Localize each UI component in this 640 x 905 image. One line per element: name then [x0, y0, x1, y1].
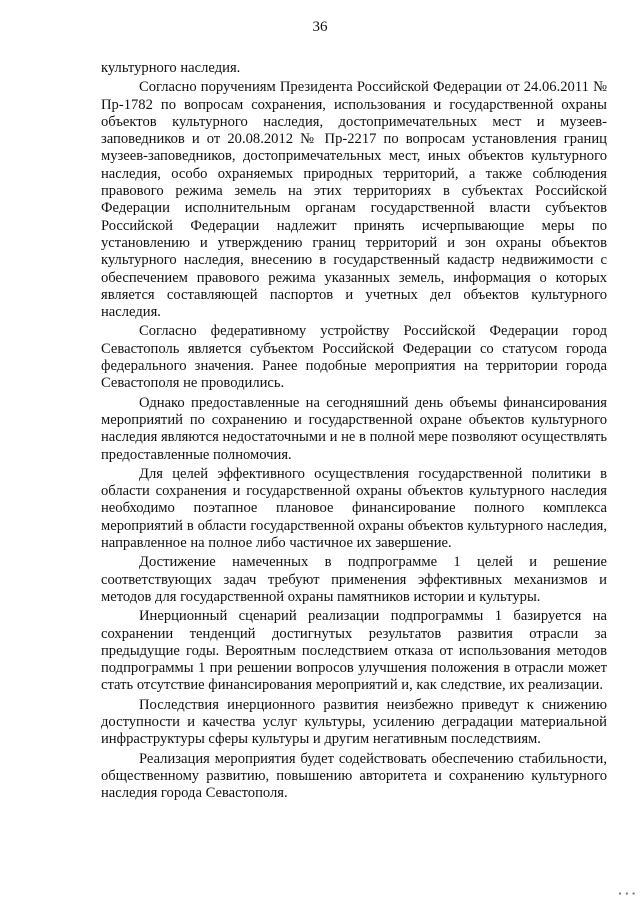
paragraph-inertial-consequences: Последствия инерционного развития неизбежно приведут к снижению доступности и качества услуг культуры, усилению деградации материальной инфраструктуры сферы культуры и другим негативным последствиям.: [101, 696, 607, 748]
paragraph-subprogram-goals: Достижение намеченных в подпрограмме 1 целей и решение соответствующих задач требуют применения эффективных механизмов и методов для государственной охраны памятников истории и культуры.: [101, 554, 607, 605]
paragraph-continuation: культурного наследия.: [101, 60, 241, 76]
scan-edge-mark: ▪ ▪ ▪: [618, 889, 636, 898]
document-body: [101, 60, 607, 802]
paragraph-funding-volumes: Однако предоставленные на сегодняшний день объемы финансирования мероприятий по сохранению и государственной охране объектов культурного наследия являются недостаточными и не в полной мере позволяют осуществлять предоставленные полномочия.: [101, 394, 607, 463]
paragraph-policy-goals: Для целей эффективного осуществления государственной политики в области сохранения и государственной охраны объектов культурного наследия необходимо поэтапное плановое финансирование полного комплекса мероприятий в области государственной охраны объектов культурного наследия, направленное на полное либо частичное их завершение.: [101, 465, 607, 552]
paragraph-implementation-benefits: Реализация мероприятия будет содействовать обеспечению стабильности, общественному развитию, повышению авторитета и сохранению культурного наследия города Севастополя.: [101, 750, 607, 802]
page-number: 36: [312, 19, 328, 35]
paragraph-inertial-scenario: Инерционный сценарий реализации подпрограммы 1 базируется на сохранении тенденций достигнутых результатов развития отрасли за предыдущие годы. Вероятным последствием отказа от использования методов подпрограммы 1 при решении вопросов улучшения положения в отрасли может стать отсутствие финансирования мероприятий и, как следствие, их реализации.: [101, 608, 607, 694]
paragraph-federal-structure: Согласно федеративному устройству Российской Федерации город Севастополь является субъектом Российской Федерации со статусом города федерального значения. Ранее подобные мероприятия на территории города Севастополя не проводились.: [101, 323, 607, 392]
paragraph-presidential-orders: Согласно поручениям Президента Российской Федерации от 24.06.2011 № Пр-1782 по вопросам сохранения, использования и государственной охраны объектов культурного наследия, достопримечательных мест и музеев-заповедников и от 20.08.2012 № Пр-2217 по вопросам установления границ музеев-заповедников, достопримечательных мест, иных объектов культурного наследия, особо охраняемых природных территорий, а также соблюдения правового режима земель на этих территориях в субъектах Российской Федерации исполнительным органам государственной власти субъектов Российской Федерации надлежит принять исчерпывающие меры по установлению и утверждению границ территорий и зон охраны объектов культурного наследия, внесению в государственный кадастр недвижимости с обеспечением правового режима указанных земель, информация о которых является составляющей паспортов и учетных дел объектов культурного наследия.: [101, 79, 607, 321]
